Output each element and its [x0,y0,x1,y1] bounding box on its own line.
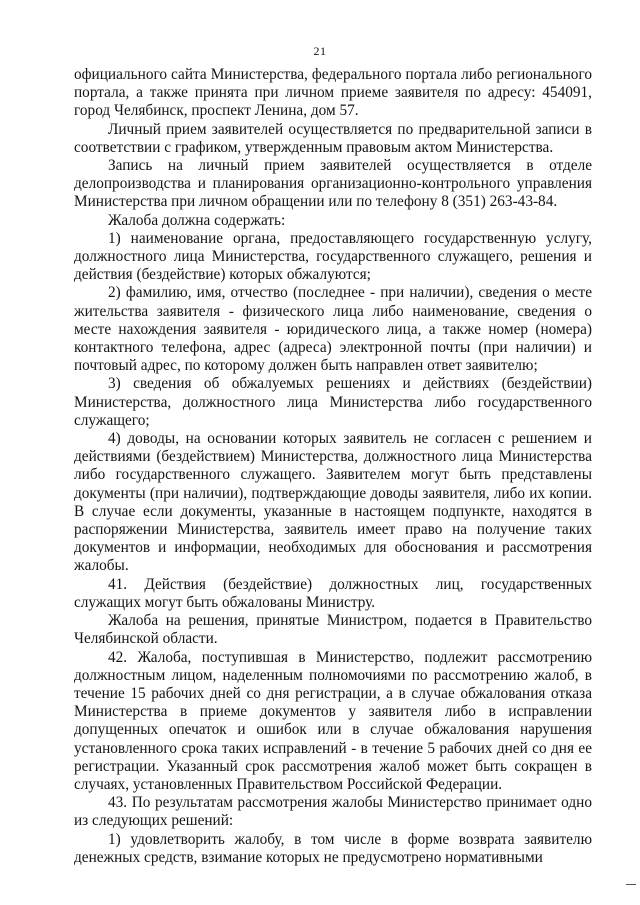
list-item-2: 2) фамилию, имя, отчество (последнее - при наличии), сведения о месте жительства заявителя - физического лица либо наименование, сведения о месте нахождения заявителя - юридического лица, а также номер (номера) контактного телефона, адрес (адреса) электронной почты (при наличии) и почтовый адрес, по которому должен быть направлен ответ заявителю; [74,284,592,375]
paragraph-government-appeal: Жалоба на решения, принятые Министром, подается в Правительство Челябинской области. [74,612,592,648]
section-41: 41. Действия (бездействие) должностных лиц, государственных служащих могут быть обжалованы Министру. [74,575,592,611]
paragraph-registration-phone: Запись на личный прием заявителей осуществляется в отделе делопроизводства и планирования организационно-контрольного управления Министерства при личном обращении или по телефону 8 (351) 263-43-84. [74,157,592,211]
page-number: 21 [313,44,327,58]
paragraph-complaint-contents: Жалоба должна содержать: [108,211,286,229]
list-item-4: 4) доводы, на основании которых заявитель не согласен с решением и действиями (бездействием) Министерства, должностного лица Министерства либо государственного служащего. Заявителем могут быть представлены документы (при наличии), подтверждающие доводы заявителя, либо их копии. В случае если документы, указанные в настоящем подпункте, находятся в распоряжении Министерства, заявитель имеет право на получение таких документов и информации, необходимых для обоснования и рассмотрения жалобы. [74,430,592,575]
section-43: 43. По результатам рассмотрения жалобы Министерство принимает одно из следующих решений: [74,794,592,830]
scan-mark [626,884,636,885]
paragraph-personal-reception: Личный прием заявителей осуществляется по предварительной записи в соответствии с графиком, утвержденным правовым актом Министерства. [74,120,592,156]
decision-item-1: 1) удовлетворить жалобу, в том числе в форме возврата заявителю денежных средств, взимание которых не предусмотрено нормативными [74,830,592,866]
list-item-1: 1) наименование органа, предоставляющего государственную услугу, должностного лица Министерства, государственного служащего, решения и действия (бездействие) которых обжалуются; [74,229,592,284]
section-42: 42. Жалоба, поступившая в Министерство, подлежит рассмотрению должностным лицом, наделенным полномочиями по рассмотрению жалоб, в течение 15 рабочих дней со дня регистрации, а в случае обжалования отказа Министерства в приеме документов у заявителя либо в исправлении допущенных опечаток и ошибок или в случае обжалования нарушения установленного срока таких исправлений - в течение 5 рабочих дней со дня ее регистрации. Указанный срок рассмотрения жалоб может быть сокращен в случаях, установленных Правительством Российской Федерации. [74,648,592,793]
paragraph-website-address: официального сайта Министерства, федерального портала либо регионального портала, а также принята при личном приеме заявителя по адресу: 454091, город Челябинск, проспект Ленина, дом 57. [74,66,592,120]
list-item-3: 3) сведения об обжалуемых решениях и действиях (бездействии) Министерства, должностного лица Министерства либо государственного служащего; [74,375,592,429]
document-body [74,66,592,867]
